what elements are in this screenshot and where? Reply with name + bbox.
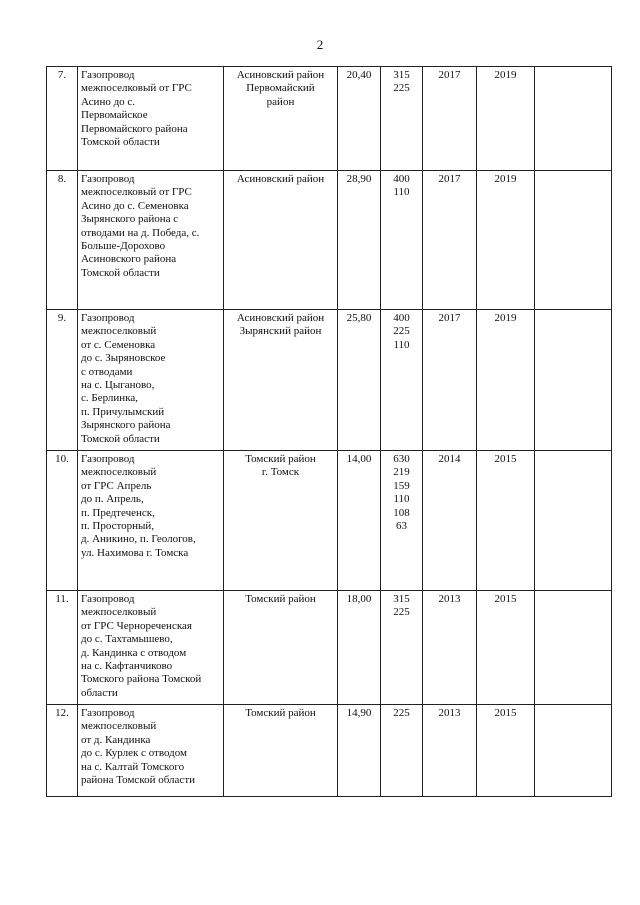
year-end: 2019 xyxy=(477,310,535,451)
note-cell xyxy=(535,67,612,171)
length-km: 28,90 xyxy=(338,171,381,310)
length-km: 25,80 xyxy=(338,310,381,451)
table-row xyxy=(47,451,612,591)
year-end: 2015 xyxy=(477,705,535,797)
year-start: 2017 xyxy=(423,171,477,310)
pipeline-name: Газопровод межпоселковый от д. Кандинка до с. Курлек с отводом на с. Калтай Томского района Томской области xyxy=(78,705,224,797)
pipeline-name: Газопровод межпоселковый от ГРС Чернореченская до с. Тахтамышево, д. Кандинка с отводом на с. Кафтанчиково Томского района Томской области xyxy=(78,591,224,705)
year-start: 2017 xyxy=(423,310,477,451)
year-end: 2015 xyxy=(477,591,535,705)
district: Томский район xyxy=(224,705,338,797)
district: Асиновский район Первомайский район xyxy=(224,67,338,171)
page-number: 2 xyxy=(316,37,324,52)
table-row xyxy=(47,171,612,310)
pipeline-name: Газопровод межпоселковый от ГРС Асино до с. Семеновка Зырянского района с отводами на д. Победа, с. Больше-Дорохово Асиновского района Томской области xyxy=(78,171,224,310)
note-cell xyxy=(535,451,612,591)
row-number: 11. xyxy=(47,591,78,705)
pipeline-name: Газопровод межпоселковый от ГРС Асино до с. Первомайское Первомайского района Томской области xyxy=(78,67,224,171)
diameter: 400 225 110 xyxy=(381,310,423,451)
diameter: 225 xyxy=(381,705,423,797)
note-cell xyxy=(535,171,612,310)
length-km: 18,00 xyxy=(338,591,381,705)
year-end: 2015 xyxy=(477,451,535,591)
table-row xyxy=(47,591,612,705)
year-end: 2019 xyxy=(477,67,535,171)
note-cell xyxy=(535,310,612,451)
note-cell xyxy=(535,591,612,705)
district: Асиновский район xyxy=(224,171,338,310)
year-start: 2014 xyxy=(423,451,477,591)
row-number: 7. xyxy=(47,67,78,171)
pipeline-name: Газопровод межпоселковый от ГРС Апрель до п. Апрель, п. Предтеченск, п. Просторный, д. Аникино, п. Геологов, ул. Нахимова г. Томска xyxy=(78,451,224,591)
length-km: 14,00 xyxy=(338,451,381,591)
year-start: 2017 xyxy=(423,67,477,171)
year-start: 2013 xyxy=(423,705,477,797)
diameter: 400 110 xyxy=(381,171,423,310)
district: Томский район xyxy=(224,591,338,705)
row-number: 9. xyxy=(47,310,78,451)
table-row xyxy=(47,67,612,171)
length-km: 20,40 xyxy=(338,67,381,171)
district: Асиновский район Зырянский район xyxy=(224,310,338,451)
diameter: 315 225 xyxy=(381,591,423,705)
diameter: 630 219 159 110 108 63 xyxy=(381,451,423,591)
length-km: 14,90 xyxy=(338,705,381,797)
diameter: 315 225 xyxy=(381,67,423,171)
year-start: 2013 xyxy=(423,591,477,705)
note-cell xyxy=(535,705,612,797)
table-row xyxy=(47,705,612,797)
district: Томский район г. Томск xyxy=(224,451,338,591)
row-number: 8. xyxy=(47,171,78,310)
table-row xyxy=(47,310,612,451)
row-number: 10. xyxy=(47,451,78,591)
year-end: 2019 xyxy=(477,171,535,310)
gas-pipeline-table xyxy=(46,66,612,797)
row-number: 12. xyxy=(47,705,78,797)
pipeline-name: Газопровод межпоселковый от с. Семеновка до с. Зыряновское с отводами на с. Цыганово, с. Берлинка, п. Причулымский Зырянского района Томской области xyxy=(78,310,224,451)
